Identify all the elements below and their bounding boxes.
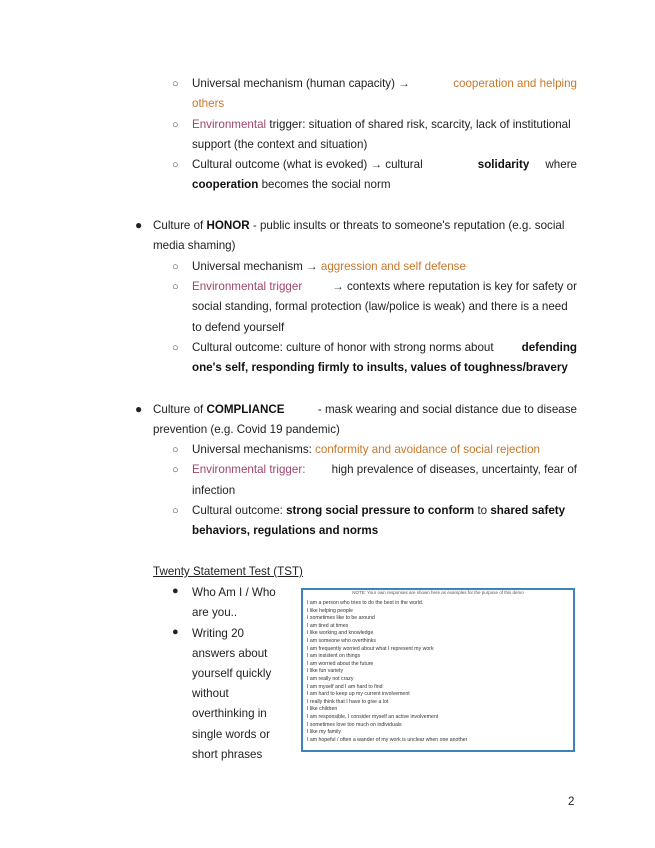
screenshot-line: I am a person who tries to do the best in the world.: [307, 600, 424, 606]
bold-text: one's self, responding firmly to insults, values of toughness/bravery: [192, 361, 568, 374]
screenshot-line: I am hopeful / often a wander of my work is unclear when one another: [307, 736, 468, 743]
text-line: short phrases: [192, 748, 263, 761]
text-run: Culture of: [153, 219, 204, 232]
screenshot-line: I really think that I have to give a lot: [307, 698, 389, 705]
sub-bullet-marker: ○: [172, 119, 179, 131]
screenshot-line: I am worried about the future: [307, 660, 374, 667]
text-line: yourself quickly: [192, 667, 272, 680]
text-run: becomes the social norm: [261, 178, 391, 191]
highlight-orange: conformity and avoidance of social rejection: [315, 443, 540, 456]
screenshot-line: I am insistent on things: [307, 653, 361, 660]
bold-text: solidarity: [477, 158, 530, 171]
highlight-orange: aggression and self defense: [320, 260, 466, 273]
screenshot-line: I am someone who overthinks: [307, 637, 376, 644]
text-line: [192, 504, 565, 518]
text-line: media shaming): [153, 239, 236, 252]
screenshot-header: NOTE: Your own responses are shown here as examples for the purpose of this demo: [352, 590, 524, 595]
text-line: [192, 118, 571, 132]
text-line: [192, 280, 577, 294]
sub-bullet-marker: ○: [172, 505, 179, 517]
text-line: [192, 77, 577, 91]
text-line: without: [192, 687, 229, 700]
text-run: → contexts where reputation is key for safety or: [332, 280, 577, 293]
sub-bullet-marker: ○: [172, 78, 179, 90]
screenshot-line: I like children: [307, 706, 338, 713]
text-line: [192, 158, 577, 172]
bold-text: HONOR: [206, 219, 250, 232]
text-line: are you..: [192, 606, 238, 619]
screenshot-line: I like working and knowledge: [307, 630, 374, 637]
bold-text: defending: [521, 341, 577, 354]
bullet-marker: ●: [135, 218, 143, 232]
screenshot-line: I am tired at times: [307, 622, 349, 629]
text-run: to: [477, 504, 488, 517]
text-line: single words or: [192, 728, 270, 741]
highlight-pink: Environmental trigger:: [192, 463, 306, 476]
bold-text: strong social pressure to conform: [286, 504, 475, 517]
text-run: - mask wearing and social distance due to disease: [317, 403, 577, 416]
screenshot-line: I like helping people: [307, 607, 353, 614]
text-line: infection: [192, 484, 236, 497]
bullet-marker: ●: [135, 402, 143, 416]
bold-text: shared safety: [490, 504, 566, 517]
text-line: [153, 403, 577, 417]
text-line: [192, 524, 378, 538]
text-run: Universal mechanism (human capacity) →: [192, 77, 410, 90]
text-line: Writing 20: [192, 627, 244, 640]
text-line: answers about: [192, 647, 268, 660]
screenshot-line: I am myself and I am hard to find: [307, 683, 383, 690]
text-line: support (the context and situation): [192, 138, 368, 151]
text-line: social standing, formal protection (law/police is weak) and there is a need: [192, 300, 568, 313]
section-heading: Twenty Statement Test (TST): [153, 565, 303, 578]
text-line: [192, 463, 577, 477]
sub-bullet-marker: ○: [172, 281, 179, 293]
bullet-marker: ●: [172, 626, 179, 638]
text-run: high prevalence of diseases, uncertainty, fear of: [331, 463, 577, 476]
sub-bullet-marker: ○: [172, 159, 179, 171]
text-line: Who Am I / Who: [192, 586, 276, 599]
text-line: prevention (e.g. Covid 19 pandemic): [153, 423, 340, 436]
sub-bullet-marker: ○: [172, 342, 179, 354]
sub-bullet-marker: ○: [172, 444, 179, 456]
screenshot-line: I sometimes love too much on individuals: [307, 721, 402, 728]
screenshot-line: I am responsible, I consider myself an active involvement: [307, 713, 439, 720]
text-line: [192, 178, 390, 192]
tst-example-screenshot: [301, 588, 575, 752]
bullet-marker: ●: [172, 585, 179, 597]
bold-text: behaviors, regulations and norms: [192, 524, 379, 537]
screenshot-line: I like fun variety: [307, 668, 344, 675]
text-run: trigger: situation of shared risk, scarcity, lack of institutional: [269, 118, 571, 131]
screenshot-line: I sometimes like to be around: [307, 615, 375, 622]
screenshot-line: I like my family: [307, 729, 342, 736]
text-run: Cultural outcome: culture of honor with strong norms about: [192, 341, 494, 354]
screenshot-line: I am really not crazy: [307, 675, 354, 682]
screenshot-line: I am hard to keep up my current involvement: [307, 691, 410, 698]
text-line: overthinking in: [192, 707, 267, 720]
page-number: 2: [568, 796, 575, 808]
text-line: [192, 260, 466, 274]
text-run: Universal mechanisms:: [192, 443, 312, 456]
text-line: [192, 341, 577, 355]
text-run: - public insults or threats to someone's reputation (e.g. social: [252, 219, 565, 232]
highlight-pink: Environmental trigger: [192, 280, 303, 293]
text-run: Culture of: [153, 403, 204, 416]
screenshot-line: I am frequently worried about what I represent my work: [307, 645, 434, 652]
sub-bullet-marker: ○: [172, 464, 179, 476]
text-line: [192, 443, 540, 457]
bold-text: COMPLIANCE: [206, 403, 285, 416]
text-run: Universal mechanism →: [192, 260, 318, 273]
highlight-orange: cooperation and helping: [453, 77, 577, 90]
highlight-pink: Environmental: [192, 118, 267, 131]
text-line: to defend yourself: [192, 321, 285, 334]
text-run: Cultural outcome (what is evoked) → cultural: [192, 158, 423, 171]
text-run: where: [545, 158, 577, 171]
sub-bullet-marker: ○: [172, 261, 179, 273]
bold-text: cooperation: [192, 178, 259, 191]
text-line: [192, 361, 568, 375]
text-run: Cultural outcome:: [192, 504, 283, 517]
text-line: [153, 219, 564, 233]
highlight-orange: others: [192, 97, 225, 110]
